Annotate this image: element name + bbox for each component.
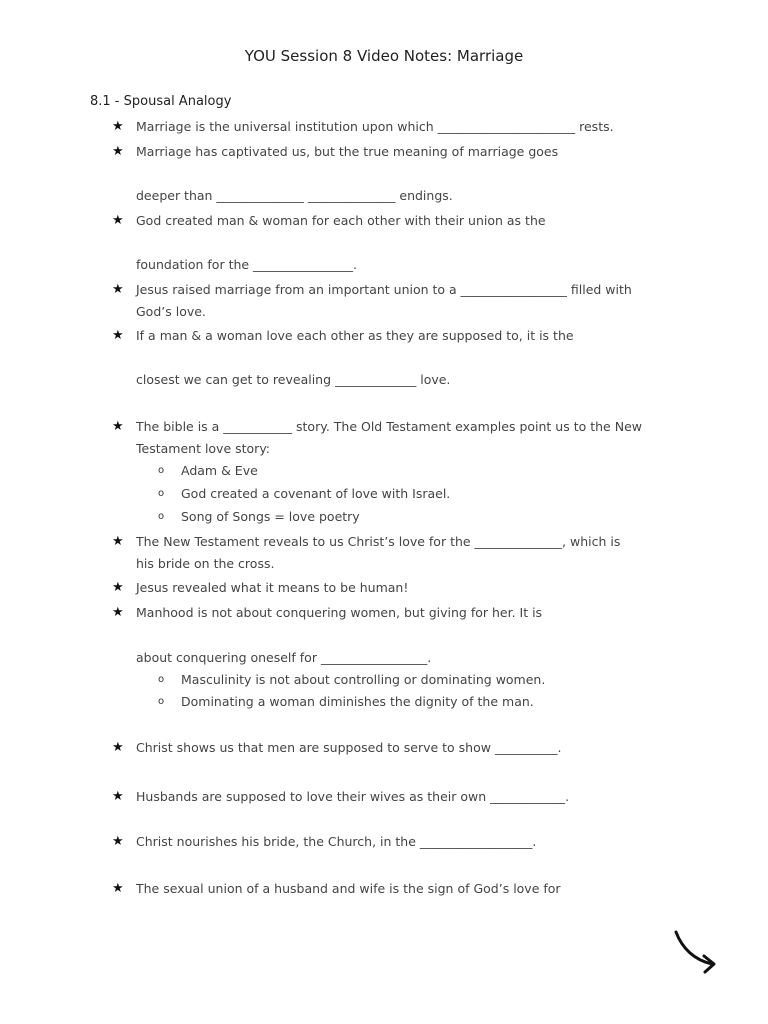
note-line: Christ nourishes his bride, the Church, in the __________________.	[136, 834, 537, 849]
sub-bullet-icon: o	[158, 674, 165, 685]
star-bullet-icon: ★	[112, 534, 124, 549]
star-bullet-icon: ★	[112, 605, 124, 620]
star-bullet-icon: ★	[112, 834, 124, 849]
note-line: Husbands are supposed to love their wives as their own ____________.	[136, 789, 570, 804]
sub-note-line: Dominating a woman diminishes the dignity of the man.	[181, 694, 534, 709]
sub-bullet-icon: o	[158, 488, 165, 499]
note-line: foundation for the ________________.	[136, 257, 358, 272]
star-bullet-icon: ★	[112, 419, 124, 434]
sub-note-line: Masculinity is not about controlling or dominating women.	[181, 672, 546, 687]
note-line: God’s love.	[136, 304, 206, 319]
note-line: Jesus raised marriage from an important union to a _________________ filled with	[136, 282, 632, 297]
star-bullet-icon: ★	[112, 789, 124, 804]
note-line: If a man & a woman love each other as they are supposed to, it is the	[136, 328, 574, 343]
note-line: Marriage has captivated us, but the true meaning of marriage goes	[136, 144, 559, 159]
note-line: closest we can get to revealing _____________ love.	[136, 372, 451, 387]
sub-note-line: God created a covenant of love with Israel.	[181, 486, 451, 501]
note-line: Jesus revealed what it means to be human!	[136, 580, 409, 595]
star-bullet-icon: ★	[112, 213, 124, 228]
star-bullet-icon: ★	[112, 119, 124, 134]
note-line: The sexual union of a husband and wife is the sign of God’s love for	[136, 881, 561, 896]
note-line: The New Testament reveals to us Christ’s love for the ______________, which is	[136, 534, 621, 549]
note-line: Manhood is not about conquering women, but giving for her. It is	[136, 605, 543, 620]
note-line: his bride on the cross.	[136, 556, 275, 571]
star-bullet-icon: ★	[112, 144, 124, 159]
note-line: Testament love story:	[136, 441, 271, 456]
section-title: 8.1 - Spousal Analogy	[90, 94, 232, 109]
sub-bullet-icon: o	[158, 511, 165, 522]
sub-note-line: Song of Songs = love poetry	[181, 509, 360, 524]
sub-bullet-icon: o	[158, 465, 165, 476]
page-title: YOU Session 8 Video Notes: Marriage	[244, 47, 524, 65]
star-bullet-icon: ★	[112, 740, 124, 755]
sub-note-line: Adam & Eve	[181, 463, 258, 478]
note-line: deeper than ______________ ______________ endings.	[136, 188, 453, 203]
sub-bullet-icon: o	[158, 696, 165, 707]
star-bullet-icon: ★	[112, 881, 124, 896]
note-line: God created man & woman for each other with their union as the	[136, 213, 546, 228]
star-bullet-icon: ★	[112, 580, 124, 595]
star-bullet-icon: ★	[112, 328, 124, 343]
note-line: Marriage is the universal institution upon which ______________________ rests.	[136, 119, 614, 134]
note-line: Christ shows us that men are supposed to serve to show __________.	[136, 740, 562, 755]
note-line: The bible is a ___________ story. The Old Testament examples point us to the New	[136, 419, 642, 434]
note-line: about conquering oneself for _________________.	[136, 650, 432, 665]
star-bullet-icon: ★	[112, 282, 124, 297]
curved-arrow-icon	[670, 926, 722, 978]
